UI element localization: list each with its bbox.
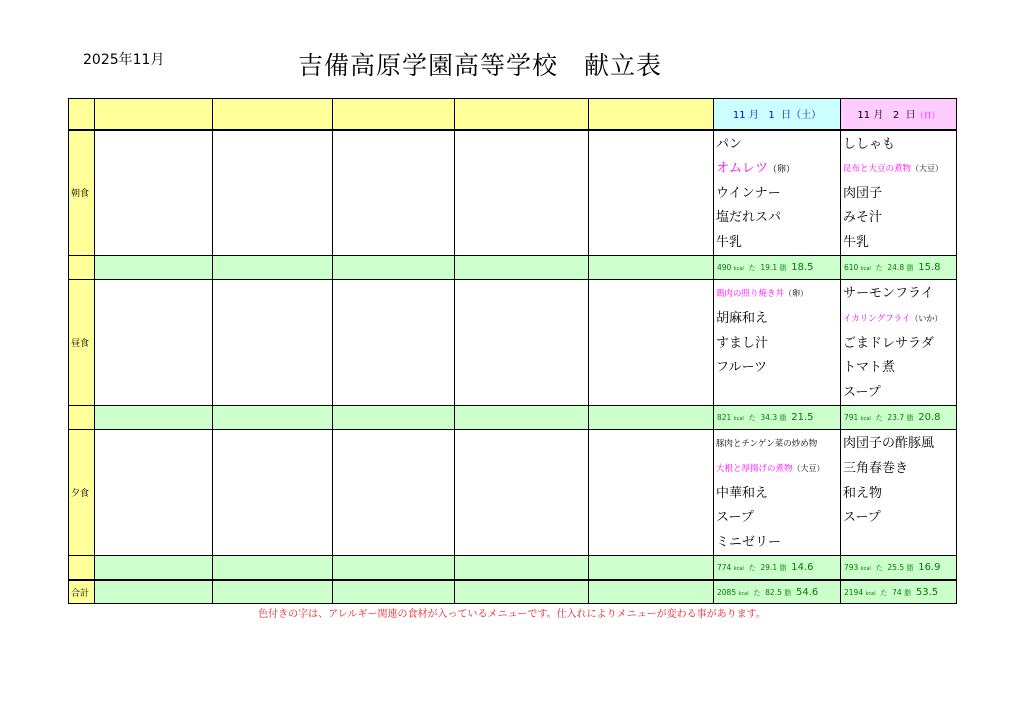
kcal-value: 791 bbox=[844, 413, 859, 423]
menu-item: すまし汁 bbox=[716, 335, 769, 351]
protein-value: 23.7 bbox=[887, 413, 905, 423]
fat-value: 54.6 bbox=[796, 586, 819, 598]
fat-value: 53.5 bbox=[915, 586, 939, 598]
fat-value: 16.9 bbox=[918, 562, 941, 574]
menu-item: 牛乳 bbox=[843, 234, 870, 250]
menu-item: パン bbox=[716, 136, 743, 152]
menu-table bbox=[68, 98, 957, 604]
protein-value: 29.1 bbox=[760, 563, 778, 573]
kcal-value: 774 bbox=[717, 563, 732, 573]
fat-unit: 脂 bbox=[779, 564, 787, 573]
kcal-value: 2085 bbox=[717, 587, 737, 597]
fat-unit: 脂 bbox=[779, 264, 787, 273]
breakfast-row bbox=[69, 130, 957, 256]
day1-breakfast-cell bbox=[714, 130, 841, 256]
empty-day-header bbox=[213, 99, 333, 130]
day1-lunch-nutrition bbox=[714, 406, 841, 430]
kcal-unit: kcal bbox=[860, 266, 871, 273]
empty-day-header bbox=[95, 99, 213, 130]
menu-item: フルーツ bbox=[716, 360, 767, 376]
day2-dinner-nutrition bbox=[841, 556, 957, 580]
protein-unit: た bbox=[753, 588, 761, 597]
menu-item: スープ bbox=[716, 510, 754, 526]
menu-item: ミニゼリー bbox=[716, 534, 782, 550]
corner-cell bbox=[69, 99, 95, 130]
menu-item: 昆布と大豆の煮物（大豆） bbox=[843, 164, 944, 175]
menu-item: ごまドレサラダ bbox=[843, 335, 934, 351]
dinner-nutrition-row bbox=[69, 556, 957, 580]
kcal-unit: kcal bbox=[860, 416, 871, 423]
menu-item: みそ汁 bbox=[843, 210, 883, 226]
allergy-footnote: 色付きの字は、アレルギー関連の食材が入っているメニューです。仕入れによりメニューが変わる事があります。 bbox=[258, 609, 766, 620]
day1-dinner-cell bbox=[714, 430, 841, 556]
menu-item: 鶏肉の照り焼き丼（卵） bbox=[716, 289, 809, 300]
kcal-value: 490 bbox=[717, 263, 732, 273]
kcal-value: 610 bbox=[844, 263, 859, 273]
fat-value: 18.5 bbox=[791, 262, 814, 274]
protein-unit: た bbox=[748, 414, 756, 423]
fat-unit: 脂 bbox=[906, 564, 914, 573]
protein-unit: た bbox=[875, 564, 883, 573]
protein-unit: た bbox=[880, 588, 888, 597]
fat-unit: 脂 bbox=[779, 414, 787, 423]
protein-unit: た bbox=[748, 264, 756, 273]
protein-value: 24.8 bbox=[887, 263, 905, 273]
kcal-value: 821 bbox=[717, 413, 732, 423]
total-label: 合計 bbox=[69, 580, 95, 604]
kcal-unit: kcal bbox=[865, 590, 876, 597]
menu-item: 肉団子の酢豚風 bbox=[843, 436, 935, 452]
empty-day-header bbox=[589, 99, 714, 130]
kcal-unit: kcal bbox=[733, 266, 744, 273]
fat-unit: 脂 bbox=[906, 264, 914, 273]
menu-item: 大根と厚揚げの煮物（大豆） bbox=[716, 464, 825, 475]
day1-dinner-nutrition bbox=[714, 556, 841, 580]
day2-dinner-cell bbox=[841, 430, 957, 556]
day1-breakfast-nutrition bbox=[714, 256, 841, 280]
day2-breakfast-nutrition bbox=[841, 256, 957, 280]
fat-unit: 脂 bbox=[904, 588, 912, 597]
menu-item: 和え物 bbox=[843, 485, 883, 501]
protein-value: 82.5 bbox=[765, 587, 782, 597]
lunch-row bbox=[69, 280, 957, 406]
day-header-sunday: 11 月 2 日（日） bbox=[841, 99, 957, 130]
protein-unit: た bbox=[875, 414, 883, 423]
day1-lunch-cell bbox=[714, 280, 841, 406]
fat-unit: 脂 bbox=[784, 588, 792, 597]
empty-day-header bbox=[333, 99, 455, 130]
protein-value: 19.1 bbox=[760, 263, 778, 273]
menu-item: ししゃも bbox=[843, 136, 896, 152]
protein-unit: た bbox=[748, 564, 756, 573]
lunch-nutrition-row bbox=[69, 406, 957, 430]
menu-item: スープ bbox=[843, 384, 881, 400]
menu-item: 胡麻和え bbox=[716, 311, 769, 327]
fat-value: 20.8 bbox=[918, 412, 941, 424]
protein-value: 34.3 bbox=[760, 413, 778, 423]
menu-item: オムレツ（卵） bbox=[716, 161, 796, 177]
menu-item: トマト煮 bbox=[843, 360, 896, 376]
menu-item: スープ bbox=[843, 510, 881, 526]
menu-item: 豚肉とチンゲン菜の炒め物 bbox=[716, 439, 818, 450]
protein-unit: た bbox=[875, 264, 883, 273]
day1-total-nutrition bbox=[714, 580, 841, 604]
dinner-label: 夕食 bbox=[69, 430, 95, 556]
lunch-label: 昼食 bbox=[69, 280, 95, 406]
protein-value: 25.5 bbox=[887, 563, 905, 573]
kcal-value: 793 bbox=[844, 563, 859, 573]
menu-item: 肉団子 bbox=[843, 185, 883, 201]
empty-day-header bbox=[455, 99, 589, 130]
total-row bbox=[69, 580, 957, 604]
day2-total-nutrition bbox=[841, 580, 957, 604]
menu-item: 塩だれスパ bbox=[716, 210, 782, 226]
day2-breakfast-cell bbox=[841, 130, 957, 256]
menu-item: 三角春巻き bbox=[843, 461, 909, 477]
menu-item: サーモンフライ bbox=[843, 286, 934, 302]
breakfast-label: 朝食 bbox=[69, 130, 95, 256]
kcal-unit: kcal bbox=[733, 416, 744, 423]
kcal-unit: kcal bbox=[738, 590, 749, 597]
kcal-value: 2194 bbox=[844, 587, 864, 597]
day2-lunch-nutrition bbox=[841, 406, 957, 430]
protein-value: 74 bbox=[892, 587, 902, 597]
header-row bbox=[69, 99, 957, 130]
kcal-unit: kcal bbox=[733, 566, 744, 573]
menu-item: 牛乳 bbox=[716, 234, 743, 250]
fat-value: 14.6 bbox=[791, 562, 814, 574]
day2-lunch-cell bbox=[841, 280, 957, 406]
fat-value: 21.5 bbox=[791, 412, 814, 424]
month-label: 2025年11月 bbox=[83, 52, 165, 68]
breakfast-nutrition-row bbox=[69, 256, 957, 280]
dinner-row bbox=[69, 430, 957, 556]
page-title: 吉備高原学園高等学校 献立表 bbox=[298, 51, 663, 80]
day-header-saturday: 11 月 1 日（土） bbox=[714, 99, 841, 130]
kcal-unit: kcal bbox=[860, 566, 871, 573]
fat-unit: 脂 bbox=[906, 414, 914, 423]
fat-value: 15.8 bbox=[918, 262, 941, 274]
menu-item: ウインナー bbox=[716, 185, 781, 201]
menu-item: イカリングフライ（いか） bbox=[843, 314, 943, 325]
menu-item: 中華和え bbox=[716, 485, 769, 501]
